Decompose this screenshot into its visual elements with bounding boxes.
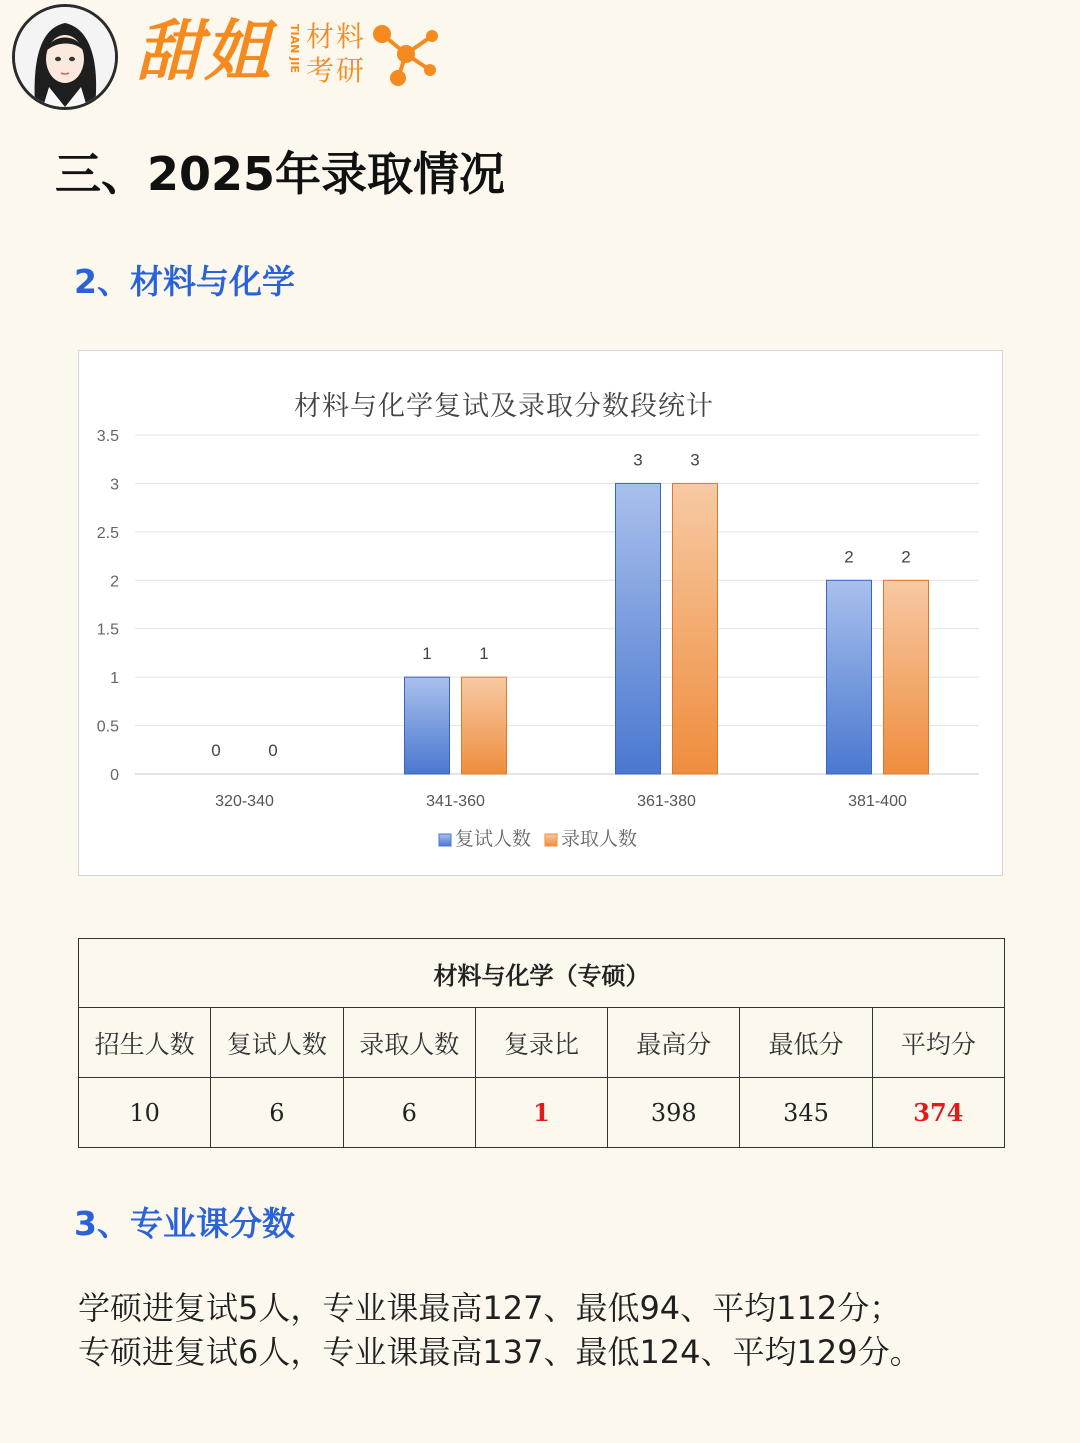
bar-value-label: 2: [844, 547, 854, 567]
molecule-icon: [368, 18, 444, 94]
table-cell: 6: [343, 1078, 475, 1148]
chart-title: 材料与化学复试及录取分数段统计: [294, 391, 714, 422]
bar-value-label: 1: [422, 644, 432, 664]
stats-table: [78, 938, 1005, 1148]
table-header-cell: 平均分: [872, 1008, 1004, 1078]
table-row: [79, 1078, 1005, 1148]
score-summary-line: 学硕进复试5人，专业课最高127、最低94、平均112分；: [78, 1289, 902, 1327]
y-tick-label: 1: [110, 670, 119, 688]
table-cell-highlight: 1: [475, 1078, 607, 1148]
table-cell-highlight: 374: [872, 1078, 1004, 1148]
table-header-cell: 最低分: [740, 1008, 872, 1078]
subsection-title-scores: 3、专业课分数: [74, 1204, 295, 1243]
table-header-cell: 最高分: [608, 1008, 740, 1078]
y-tick-label: 3: [110, 476, 119, 494]
score-summary-line: 专硕进复试6人，专业课最高137、最低124、平均129分。: [78, 1333, 922, 1371]
brand-subtitle: 材料 考研: [306, 20, 367, 87]
bar: [616, 483, 661, 774]
bar: [673, 483, 718, 774]
bar-value-label: 2: [901, 547, 911, 567]
y-tick-label: 0.5: [96, 718, 119, 736]
table-cell: 10: [79, 1078, 211, 1148]
bar: [884, 580, 929, 774]
avatar: [12, 4, 118, 110]
table-header-row: [79, 1008, 1005, 1078]
y-tick-label: 0: [110, 767, 119, 784]
brand-pinyin: TIAN JIE: [288, 24, 301, 73]
y-tick-label: 2: [110, 573, 119, 591]
table-caption: 材料与化学（专硕）: [79, 939, 1005, 1008]
bar: [827, 580, 872, 774]
brand-logo-text: 甜姐: [136, 13, 272, 90]
legend-swatch: [439, 834, 451, 846]
bar-chart-svg: [79, 351, 1004, 877]
legend-label: 录取人数: [561, 829, 638, 850]
y-tick-label: 3.5: [96, 428, 119, 445]
x-tick-label: 341-360: [426, 793, 485, 810]
table-cell: 345: [740, 1078, 872, 1148]
bar: [405, 677, 450, 774]
x-tick-label: 320-340: [215, 793, 274, 810]
table-header-cell: 复录比: [475, 1008, 607, 1078]
brand-header: [10, 2, 470, 110]
table-cell: 398: [608, 1078, 740, 1148]
bar-value-label: 3: [633, 450, 643, 470]
subsection-title-chemistry: 2、材料与化学: [74, 262, 295, 301]
y-tick-label: 1.5: [96, 621, 119, 639]
bar: [462, 677, 507, 774]
x-tick-label: 361-380: [637, 793, 696, 810]
bar-value-label: 1: [479, 644, 489, 664]
legend-swatch: [545, 834, 557, 846]
table-cell: 6: [211, 1078, 343, 1148]
stats-table-wrap: [78, 938, 1005, 1146]
table-header-cell: 录取人数: [343, 1008, 475, 1078]
bar-chart: [78, 350, 1003, 876]
table-header-cell: 复试人数: [211, 1008, 343, 1078]
score-summary: [78, 1286, 1038, 1374]
bar-value-label: 0: [268, 741, 278, 760]
legend-label: 复试人数: [455, 829, 532, 850]
bar-value-label: 3: [690, 450, 700, 470]
table-header-cell: 招生人数: [79, 1008, 211, 1078]
bar-value-label: 0: [211, 741, 221, 760]
section-title: 三、2025年录取情况: [55, 147, 506, 201]
x-tick-label: 381-400: [848, 793, 907, 810]
y-tick-label: 2.5: [96, 524, 119, 542]
